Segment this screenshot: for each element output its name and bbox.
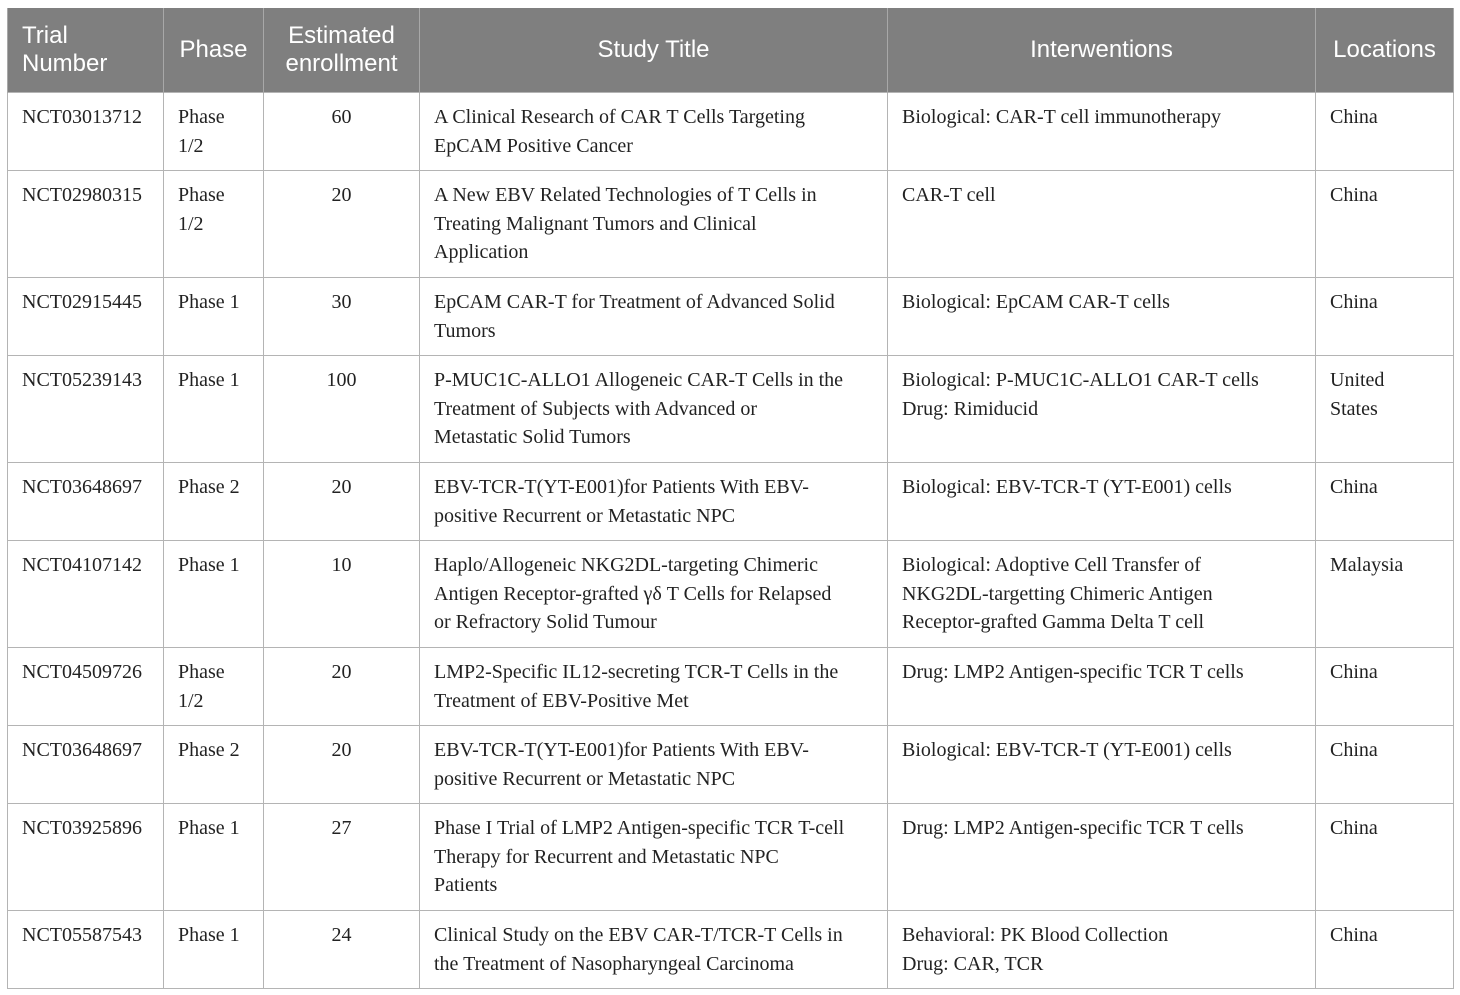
cell-interventions: Drug: LMP2 Antigen-specific TCR T cells — [888, 804, 1316, 911]
cell-trial-number: NCT02915445 — [8, 278, 164, 356]
cell-enrollment: 20 — [264, 171, 420, 278]
table-body — [8, 93, 1454, 989]
header-study-title: Study Title — [420, 8, 888, 93]
table-row — [8, 463, 1454, 541]
table-row — [8, 648, 1454, 726]
cell-study-title: Haplo/Allogeneic NKG2DL-targeting Chimeric Antigen Receptor-grafted γδ T Cells for Relapsed or Refractory Solid Tumour — [420, 541, 888, 648]
cell-phase: Phase 2 — [164, 463, 264, 541]
cell-phase: Phase 1/2 — [164, 93, 264, 171]
table-row — [8, 171, 1454, 278]
cell-phase: Phase 1 — [164, 541, 264, 648]
table-row — [8, 911, 1454, 989]
cell-trial-number: NCT03013712 — [8, 93, 164, 171]
cell-trial-number: NCT03648697 — [8, 726, 164, 804]
cell-enrollment: 30 — [264, 278, 420, 356]
cell-phase: Phase 1 — [164, 804, 264, 911]
cell-interventions: Biological: EBV-TCR-T (YT-E001) cells — [888, 726, 1316, 804]
header-row — [8, 8, 1454, 93]
header-phase: Phase — [164, 8, 264, 93]
table-row — [8, 93, 1454, 171]
cell-interventions: Biological: P-MUC1C-ALLO1 CAR-T cells Drug: Rimiducid — [888, 356, 1316, 463]
cell-interventions: Biological: EBV-TCR-T (YT-E001) cells — [888, 463, 1316, 541]
cell-locations: China — [1316, 171, 1454, 278]
header-interventions: Interwentions — [888, 8, 1316, 93]
cell-trial-number: NCT02980315 — [8, 171, 164, 278]
cell-interventions: Behavioral: PK Blood Collection Drug: CAR, TCR — [888, 911, 1316, 989]
cell-study-title: EpCAM CAR-T for Treatment of Advanced Solid Tumors — [420, 278, 888, 356]
cell-phase: Phase 1 — [164, 278, 264, 356]
cell-locations: China — [1316, 93, 1454, 171]
clinical-trials-table-container — [7, 8, 1453, 989]
cell-enrollment: 20 — [264, 463, 420, 541]
cell-enrollment: 24 — [264, 911, 420, 989]
cell-locations: China — [1316, 648, 1454, 726]
cell-locations: China — [1316, 804, 1454, 911]
cell-enrollment: 100 — [264, 356, 420, 463]
table-row — [8, 356, 1454, 463]
cell-phase: Phase 1/2 — [164, 171, 264, 278]
header-locations: Locations — [1316, 8, 1454, 93]
cell-enrollment: 10 — [264, 541, 420, 648]
cell-interventions: CAR-T cell — [888, 171, 1316, 278]
cell-locations: China — [1316, 278, 1454, 356]
cell-study-title: Clinical Study on the EBV CAR-T/TCR-T Cells in the Treatment of Nasopharyngeal Carcinoma — [420, 911, 888, 989]
cell-interventions: Biological: CAR-T cell immunotherapy — [888, 93, 1316, 171]
table-row — [8, 541, 1454, 648]
cell-trial-number: NCT05587543 — [8, 911, 164, 989]
cell-trial-number: NCT04509726 — [8, 648, 164, 726]
header-estimated-enrollment: Estimated enrollment — [264, 8, 420, 93]
cell-locations: Malaysia — [1316, 541, 1454, 648]
cell-enrollment: 27 — [264, 804, 420, 911]
cell-trial-number: NCT05239143 — [8, 356, 164, 463]
cell-study-title: EBV-TCR-T(YT-E001)for Patients With EBV- positive Recurrent or Metastatic NPC — [420, 463, 888, 541]
header-trial-number: Trial Number — [8, 8, 164, 93]
cell-phase: Phase 1 — [164, 356, 264, 463]
cell-interventions: Biological: Adoptive Cell Transfer of NKG2DL-targetting Chimeric Antigen Receptor-grafted Gamma Delta T cell — [888, 541, 1316, 648]
cell-locations: China — [1316, 911, 1454, 989]
table-header — [8, 8, 1454, 93]
cell-trial-number: NCT03925896 — [8, 804, 164, 911]
table-row — [8, 804, 1454, 911]
cell-study-title: LMP2-Specific IL12-secreting TCR-T Cells in the Treatment of EBV-Positive Met — [420, 648, 888, 726]
cell-phase: Phase 2 — [164, 726, 264, 804]
cell-enrollment: 20 — [264, 726, 420, 804]
cell-trial-number: NCT04107142 — [8, 541, 164, 648]
clinical-trials-table — [7, 8, 1454, 989]
cell-enrollment: 20 — [264, 648, 420, 726]
cell-interventions: Biological: EpCAM CAR-T cells — [888, 278, 1316, 356]
table-row — [8, 278, 1454, 356]
table-row — [8, 726, 1454, 804]
cell-phase: Phase 1 — [164, 911, 264, 989]
cell-interventions: Drug: LMP2 Antigen-specific TCR T cells — [888, 648, 1316, 726]
cell-study-title: Phase I Trial of LMP2 Antigen-specific TCR T-cell Therapy for Recurrent and Metastatic NPC Patients — [420, 804, 888, 911]
cell-study-title: P-MUC1C-ALLO1 Allogeneic CAR-T Cells in the Treatment of Subjects with Advanced or Metastatic Solid Tumors — [420, 356, 888, 463]
cell-study-title: EBV-TCR-T(YT-E001)for Patients With EBV- positive Recurrent or Metastatic NPC — [420, 726, 888, 804]
cell-locations: United States — [1316, 356, 1454, 463]
cell-study-title: A New EBV Related Technologies of T Cells in Treating Malignant Tumors and Clinical Application — [420, 171, 888, 278]
cell-study-title: A Clinical Research of CAR T Cells Targeting EpCAM Positive Cancer — [420, 93, 888, 171]
cell-phase: Phase 1/2 — [164, 648, 264, 726]
cell-trial-number: NCT03648697 — [8, 463, 164, 541]
cell-enrollment: 60 — [264, 93, 420, 171]
cell-locations: China — [1316, 463, 1454, 541]
cell-locations: China — [1316, 726, 1454, 804]
